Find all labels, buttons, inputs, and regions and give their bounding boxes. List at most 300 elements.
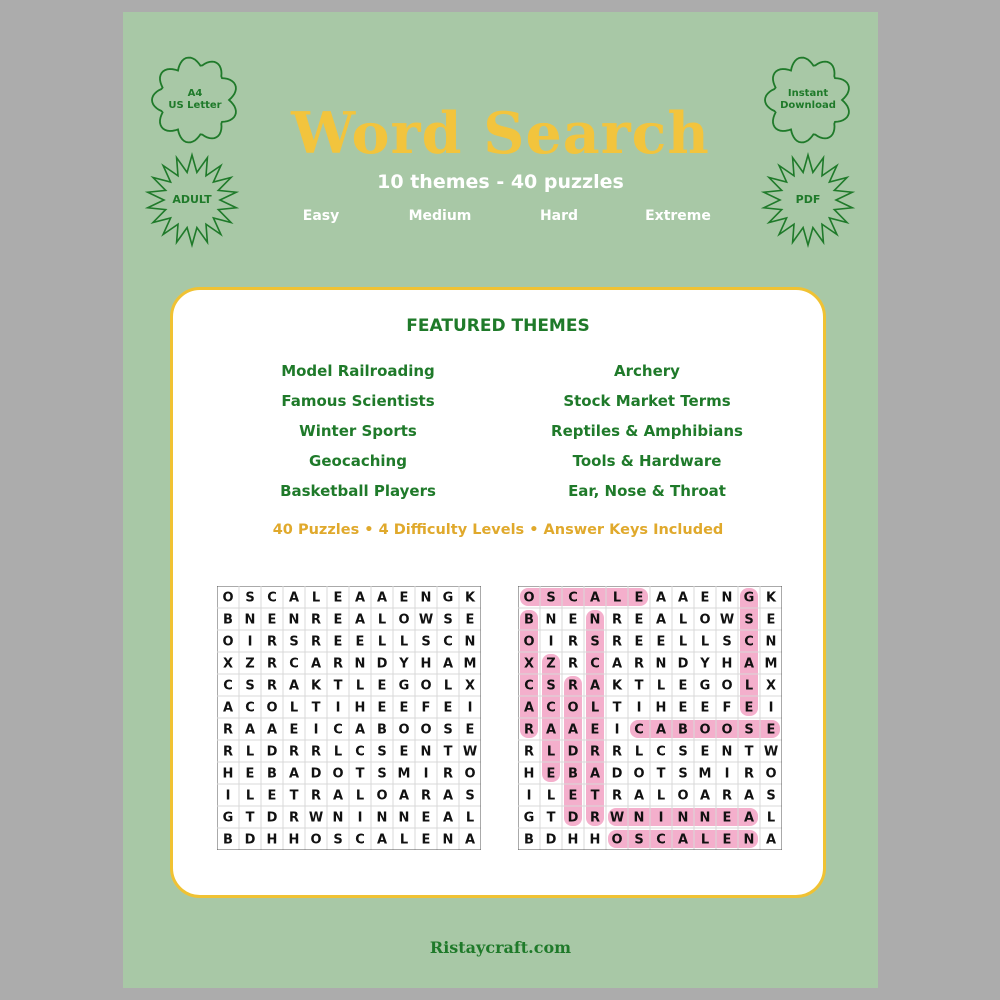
grid-letter: A bbox=[442, 788, 454, 804]
grid-letter: R bbox=[310, 634, 322, 650]
grid-letter: A bbox=[743, 788, 755, 804]
grid-letter: I bbox=[225, 788, 231, 804]
filetype-badge-label: PDF bbox=[795, 193, 821, 206]
grid-letter: N bbox=[244, 612, 256, 628]
grid-letter: W bbox=[308, 810, 324, 826]
grid-letter: W bbox=[719, 612, 735, 628]
grid-letter: L bbox=[700, 634, 710, 650]
level-hard: Hard bbox=[539, 208, 579, 224]
grid-letter: R bbox=[589, 744, 601, 760]
grid-letter: E bbox=[355, 634, 365, 650]
grid-letter: N bbox=[354, 656, 366, 672]
grid-letter: O bbox=[464, 766, 476, 782]
grid-letter: D bbox=[266, 744, 278, 760]
grid-letter: O bbox=[398, 722, 410, 738]
grid-letter: N bbox=[721, 590, 733, 606]
grid-letter: R bbox=[222, 744, 234, 760]
grid-letter: A bbox=[589, 590, 601, 606]
grid-letter: L bbox=[634, 744, 644, 760]
grid-letter: L bbox=[678, 612, 688, 628]
grid-letter: A bbox=[677, 590, 689, 606]
grid-letter: R bbox=[222, 722, 234, 738]
grid-letter: I bbox=[335, 700, 341, 716]
grid-letter: A bbox=[222, 700, 234, 716]
theme-item: Archery bbox=[614, 362, 680, 380]
grid-letter: L bbox=[700, 832, 710, 848]
grid-letter: O bbox=[721, 722, 733, 738]
grid-letter: S bbox=[678, 766, 688, 782]
grid-letter: R bbox=[266, 634, 278, 650]
grid-letter: A bbox=[442, 810, 454, 826]
grid-letter: A bbox=[743, 810, 755, 826]
grid-letter: G bbox=[222, 810, 234, 826]
grid-letter: R bbox=[743, 766, 755, 782]
grid-letter: N bbox=[743, 832, 755, 848]
grid-letter: R bbox=[611, 788, 623, 804]
grid-letter: A bbox=[589, 678, 601, 694]
grid-letter: I bbox=[357, 810, 363, 826]
grid-letter: A bbox=[655, 722, 667, 738]
grid-letter: E bbox=[634, 612, 644, 628]
grid-letter: H bbox=[589, 832, 601, 848]
grid-letter: Y bbox=[399, 656, 409, 672]
grid-letter: C bbox=[590, 656, 600, 672]
grid-letter: D bbox=[611, 766, 623, 782]
grid-letter: E bbox=[722, 832, 732, 848]
grid-letter: S bbox=[766, 788, 776, 804]
grid-letter: Z bbox=[245, 656, 255, 672]
grid-letter: A bbox=[442, 656, 454, 672]
grid-letter: L bbox=[612, 590, 622, 606]
grid-letter: S bbox=[377, 766, 387, 782]
grid-letter: T bbox=[355, 766, 365, 782]
grid-letter: O bbox=[222, 590, 234, 606]
grid-letter: E bbox=[700, 744, 710, 760]
grid-letter: N bbox=[420, 590, 432, 606]
grid-letter: X bbox=[523, 656, 535, 672]
grid-letter: R bbox=[611, 634, 623, 650]
grid-letter: E bbox=[377, 678, 387, 694]
grid-letter: A bbox=[354, 612, 366, 628]
grid-letter: I bbox=[658, 810, 664, 826]
grid-letter: D bbox=[376, 656, 388, 672]
grid-letter: L bbox=[245, 788, 255, 804]
grid-letter: E bbox=[678, 678, 688, 694]
grid-letter: N bbox=[699, 810, 711, 826]
grid-letter: L bbox=[399, 634, 409, 650]
grid-letter: E bbox=[568, 788, 578, 804]
grid-letter: M bbox=[698, 766, 712, 782]
grid-letter: N bbox=[420, 744, 432, 760]
grid-letter: A bbox=[523, 700, 535, 716]
grid-letter: H bbox=[567, 832, 579, 848]
grid-letter: Y bbox=[700, 656, 710, 672]
grid-letter: B bbox=[223, 832, 233, 848]
grid-letter: T bbox=[656, 766, 666, 782]
grid-letter: O bbox=[765, 766, 777, 782]
grid-letter: O bbox=[611, 832, 623, 848]
download-badge-line1: Instant bbox=[787, 88, 829, 99]
grid-letter: C bbox=[443, 634, 453, 650]
grid-letter: X bbox=[222, 656, 234, 672]
grid-letter: E bbox=[722, 810, 732, 826]
grid-letter: W bbox=[763, 744, 779, 760]
theme-item: Basketball Players bbox=[280, 482, 436, 500]
theme-item: Tools & Hardware bbox=[572, 452, 722, 470]
grid-letter: M bbox=[463, 656, 477, 672]
grid-letter: R bbox=[611, 612, 623, 628]
level-easy: Easy bbox=[302, 208, 340, 224]
theme-item: Geocaching bbox=[309, 452, 407, 470]
grid-letter: E bbox=[333, 590, 343, 606]
theme-item: Reptiles & Amphibians bbox=[551, 422, 743, 440]
grid-letter: S bbox=[634, 832, 644, 848]
grid-letter: S bbox=[443, 612, 453, 628]
grid-letter: R bbox=[310, 612, 322, 628]
grid-letter: R bbox=[442, 766, 454, 782]
grid-letter: E bbox=[399, 744, 409, 760]
grid-letter: I bbox=[636, 700, 642, 716]
grid-letter: A bbox=[266, 722, 278, 738]
grid-letter: C bbox=[355, 744, 365, 760]
grid-letter: R bbox=[567, 678, 579, 694]
grid-letter: B bbox=[524, 612, 534, 628]
grid-letter: T bbox=[612, 700, 622, 716]
theme-item: Stock Market Terms bbox=[563, 392, 731, 410]
grid-letter: S bbox=[245, 678, 255, 694]
grid-letter: A bbox=[354, 722, 366, 738]
grid-letter: O bbox=[376, 788, 388, 804]
grid-letter: R bbox=[288, 810, 300, 826]
grid-letter: A bbox=[376, 590, 388, 606]
grid-letter: R bbox=[266, 678, 278, 694]
grid-letter: S bbox=[465, 788, 475, 804]
grid-letter: E bbox=[590, 722, 600, 738]
grid-letter: R bbox=[288, 744, 300, 760]
grid-letter: R bbox=[266, 656, 278, 672]
grid-letter: I bbox=[768, 700, 774, 716]
grid-letter: E bbox=[377, 700, 387, 716]
grid-letter: E bbox=[546, 766, 556, 782]
grid-letter: A bbox=[244, 722, 256, 738]
grid-letter: B bbox=[267, 766, 277, 782]
grid-letter: R bbox=[589, 810, 601, 826]
grid-letter: A bbox=[567, 722, 579, 738]
grid-letter: C bbox=[267, 590, 277, 606]
grid-letter: A bbox=[677, 832, 689, 848]
level-medium: Medium bbox=[408, 208, 472, 224]
grid-letter: C bbox=[524, 678, 534, 694]
format-badge-line2: US Letter bbox=[168, 100, 222, 111]
grid-letter: L bbox=[678, 634, 688, 650]
grid-letter: R bbox=[567, 656, 579, 672]
grid-letter: A bbox=[545, 722, 557, 738]
grid-letter: F bbox=[722, 700, 732, 716]
grid-letter: T bbox=[311, 700, 321, 716]
grid-letter: L bbox=[311, 590, 321, 606]
grid-letter: L bbox=[245, 744, 255, 760]
grid-letter: T bbox=[245, 810, 255, 826]
grid-letter: O bbox=[699, 722, 711, 738]
grid-letter: G bbox=[398, 678, 410, 694]
grid-letter: H bbox=[222, 766, 234, 782]
grid-letter: L bbox=[744, 678, 754, 694]
grid-letter: O bbox=[523, 634, 535, 650]
grid-letter: N bbox=[589, 612, 601, 628]
grid-letter: M bbox=[397, 766, 411, 782]
grid-letter: E bbox=[700, 700, 710, 716]
grid-letter: S bbox=[245, 590, 255, 606]
grid-letter: E bbox=[245, 766, 255, 782]
grid-letter: O bbox=[332, 766, 344, 782]
grid-letter: D bbox=[677, 656, 689, 672]
grid-letter: L bbox=[465, 810, 475, 826]
grid-letter: T bbox=[443, 744, 453, 760]
theme-item: Winter Sports bbox=[299, 422, 417, 440]
grid-letter: E bbox=[700, 590, 710, 606]
grid-letter: A bbox=[288, 678, 300, 694]
grid-letter: I bbox=[467, 700, 473, 716]
grid-letter: S bbox=[744, 612, 754, 628]
grid-letter: O bbox=[222, 634, 234, 650]
grid-letter: R bbox=[332, 656, 344, 672]
grid-letter: S bbox=[744, 722, 754, 738]
grid-letter: E bbox=[399, 700, 409, 716]
grid-letter: I bbox=[614, 722, 620, 738]
grid-letter: N bbox=[633, 810, 645, 826]
grid-letter: C bbox=[333, 722, 343, 738]
grid-letter: R bbox=[721, 788, 733, 804]
grid-letter: G bbox=[699, 678, 711, 694]
grid-letter: H bbox=[354, 700, 366, 716]
grid-letter: T bbox=[744, 744, 754, 760]
grid-letter: N bbox=[765, 634, 777, 650]
grid-letter: O bbox=[310, 832, 322, 848]
grid-letter: G bbox=[442, 590, 454, 606]
grid-letter: A bbox=[633, 788, 645, 804]
grid-letter: K bbox=[611, 678, 623, 694]
grid-letter: O bbox=[721, 678, 733, 694]
grid-letter: T bbox=[590, 788, 600, 804]
grid-letter: O bbox=[567, 700, 579, 716]
grid-letter: S bbox=[377, 744, 387, 760]
grid-letter: E bbox=[678, 700, 688, 716]
grid-letter: I bbox=[548, 634, 554, 650]
format-badge-line1: A4 bbox=[187, 88, 203, 99]
grid-letter: H bbox=[288, 832, 300, 848]
grid-letter: D bbox=[310, 766, 322, 782]
grid-letter: S bbox=[722, 634, 732, 650]
grid-letter: I bbox=[313, 722, 319, 738]
grid-letter: A bbox=[699, 788, 711, 804]
grid-letter: E bbox=[766, 612, 776, 628]
grid-letter: A bbox=[332, 788, 344, 804]
grid-letter: O bbox=[266, 700, 278, 716]
grid-letter: O bbox=[398, 612, 410, 628]
grid-letter: D bbox=[545, 832, 557, 848]
grid-letter: A bbox=[655, 590, 667, 606]
grid-letter: N bbox=[376, 810, 388, 826]
grid-letter: R bbox=[523, 722, 535, 738]
product-page bbox=[123, 12, 878, 988]
grid-letter: L bbox=[399, 832, 409, 848]
grid-letter: R bbox=[567, 634, 579, 650]
grid-letter: S bbox=[678, 744, 688, 760]
featured-card bbox=[170, 287, 826, 898]
grid-letter: E bbox=[634, 590, 644, 606]
grid-letter: L bbox=[590, 700, 600, 716]
grid-letter: S bbox=[289, 634, 299, 650]
grid-letter: B bbox=[223, 612, 233, 628]
grid-letter: L bbox=[289, 700, 299, 716]
grid-letter: W bbox=[462, 744, 478, 760]
features-tagline: 40 Puzzles • 4 Difficulty Levels • Answer Keys Included bbox=[272, 522, 724, 538]
grid-letter: L bbox=[656, 678, 666, 694]
grid-letter: E bbox=[333, 612, 343, 628]
grid-letter: B bbox=[524, 832, 534, 848]
download-badge-line2: Download bbox=[780, 100, 836, 111]
grid-letter: H bbox=[655, 700, 667, 716]
grid-letter: G bbox=[523, 810, 535, 826]
grid-letter: A bbox=[376, 832, 388, 848]
grid-letter: Z bbox=[546, 656, 556, 672]
level-extreme: Extreme bbox=[645, 208, 711, 224]
page-subtitle: 10 themes - 40 puzzles bbox=[377, 171, 624, 193]
grid-letter: N bbox=[545, 612, 557, 628]
grid-letter: E bbox=[634, 634, 644, 650]
grid-letter: A bbox=[611, 656, 623, 672]
grid-letter: H bbox=[721, 656, 733, 672]
grid-letter: E bbox=[443, 700, 453, 716]
grid-letter: O bbox=[677, 788, 689, 804]
grid-letter: C bbox=[744, 634, 754, 650]
grid-letter: N bbox=[288, 612, 300, 628]
grid-letter: B bbox=[678, 722, 688, 738]
grid-letter: H bbox=[266, 832, 278, 848]
grid-letter: N bbox=[398, 810, 410, 826]
grid-letter: E bbox=[421, 810, 431, 826]
grid-letter: A bbox=[288, 590, 300, 606]
grid-letter: E bbox=[267, 612, 277, 628]
grid-letter: L bbox=[377, 612, 387, 628]
grid-letter: W bbox=[418, 612, 434, 628]
grid-letter: C bbox=[546, 700, 556, 716]
grid-letter: O bbox=[523, 590, 535, 606]
grid-letter: T bbox=[546, 810, 556, 826]
featured-heading: FEATURED THEMES bbox=[406, 316, 590, 336]
grid-letter: A bbox=[310, 656, 322, 672]
grid-letter: C bbox=[289, 656, 299, 672]
grid-letter: T bbox=[634, 678, 644, 694]
grid-letter: A bbox=[743, 656, 755, 672]
grid-letter: C bbox=[656, 744, 666, 760]
theme-item: Model Railroading bbox=[281, 362, 435, 380]
grid-letter: E bbox=[656, 634, 666, 650]
grid-letter: T bbox=[289, 788, 299, 804]
theme-item: Ear, Nose & Throat bbox=[568, 482, 726, 500]
grid-letter: X bbox=[765, 678, 777, 694]
grid-letter: E bbox=[465, 612, 475, 628]
grid-letter: L bbox=[355, 788, 365, 804]
grid-letter: C bbox=[634, 722, 644, 738]
grid-letter: E bbox=[465, 722, 475, 738]
grid-letter: I bbox=[247, 634, 253, 650]
grid-letter: A bbox=[288, 766, 300, 782]
brand-footer: Ristaycraft.com bbox=[429, 938, 572, 957]
grid-letter: A bbox=[589, 766, 601, 782]
grid-letter: I bbox=[423, 766, 429, 782]
grid-letter: D bbox=[244, 832, 256, 848]
grid-letter: L bbox=[656, 788, 666, 804]
grid-letter: O bbox=[633, 766, 645, 782]
grid-letter: E bbox=[766, 722, 776, 738]
grid-letter: L bbox=[546, 788, 556, 804]
grid-letter: I bbox=[526, 788, 532, 804]
grid-letter: K bbox=[310, 678, 322, 694]
grid-letter: S bbox=[546, 678, 556, 694]
grid-letter: S bbox=[333, 832, 343, 848]
grid-letter: R bbox=[633, 656, 645, 672]
grid-letter: A bbox=[765, 832, 777, 848]
grid-letter: N bbox=[442, 832, 454, 848]
grid-letter: G bbox=[743, 590, 755, 606]
grid-letter: B bbox=[377, 722, 387, 738]
grid-letter: K bbox=[464, 590, 476, 606]
grid-letter: L bbox=[443, 678, 453, 694]
grid-letter: E bbox=[744, 700, 754, 716]
answer-key-grid bbox=[518, 586, 782, 850]
grid-letter: L bbox=[355, 678, 365, 694]
grid-letter: E bbox=[333, 634, 343, 650]
grid-letter: A bbox=[354, 590, 366, 606]
theme-item: Famous Scientists bbox=[281, 392, 435, 410]
grid-letter: O bbox=[420, 678, 432, 694]
grid-letter: H bbox=[523, 766, 535, 782]
grid-letter: O bbox=[699, 612, 711, 628]
grid-letter: L bbox=[377, 634, 387, 650]
audience-badge-label: ADULT bbox=[172, 193, 212, 206]
grid-letter: C bbox=[568, 590, 578, 606]
grid-letter: C bbox=[245, 700, 255, 716]
grid-letter: E bbox=[568, 612, 578, 628]
grid-letter: S bbox=[421, 634, 431, 650]
grid-letter: N bbox=[677, 810, 689, 826]
grid-letter: I bbox=[724, 766, 730, 782]
grid-letter: L bbox=[333, 744, 343, 760]
grid-letter: K bbox=[765, 590, 777, 606]
difficulty-levels bbox=[123, 208, 878, 228]
grid-letter: T bbox=[333, 678, 343, 694]
grid-letter: N bbox=[332, 810, 344, 826]
grid-letter: L bbox=[766, 810, 776, 826]
grid-letter: C bbox=[223, 678, 233, 694]
puzzle-grid bbox=[217, 586, 481, 850]
grid-letter: A bbox=[398, 788, 410, 804]
grid-letter: L bbox=[546, 744, 556, 760]
grid-letter: W bbox=[609, 810, 625, 826]
grid-letter: S bbox=[443, 722, 453, 738]
grid-letter: C bbox=[656, 832, 666, 848]
grid-letter: R bbox=[611, 744, 623, 760]
grid-letter: D bbox=[567, 744, 579, 760]
grid-letter: O bbox=[420, 722, 432, 738]
grid-letter: E bbox=[289, 722, 299, 738]
grid-letter: A bbox=[655, 612, 667, 628]
grid-letter: E bbox=[399, 590, 409, 606]
grid-letter: A bbox=[464, 832, 476, 848]
grid-letter: N bbox=[721, 744, 733, 760]
grid-letter: S bbox=[546, 590, 556, 606]
